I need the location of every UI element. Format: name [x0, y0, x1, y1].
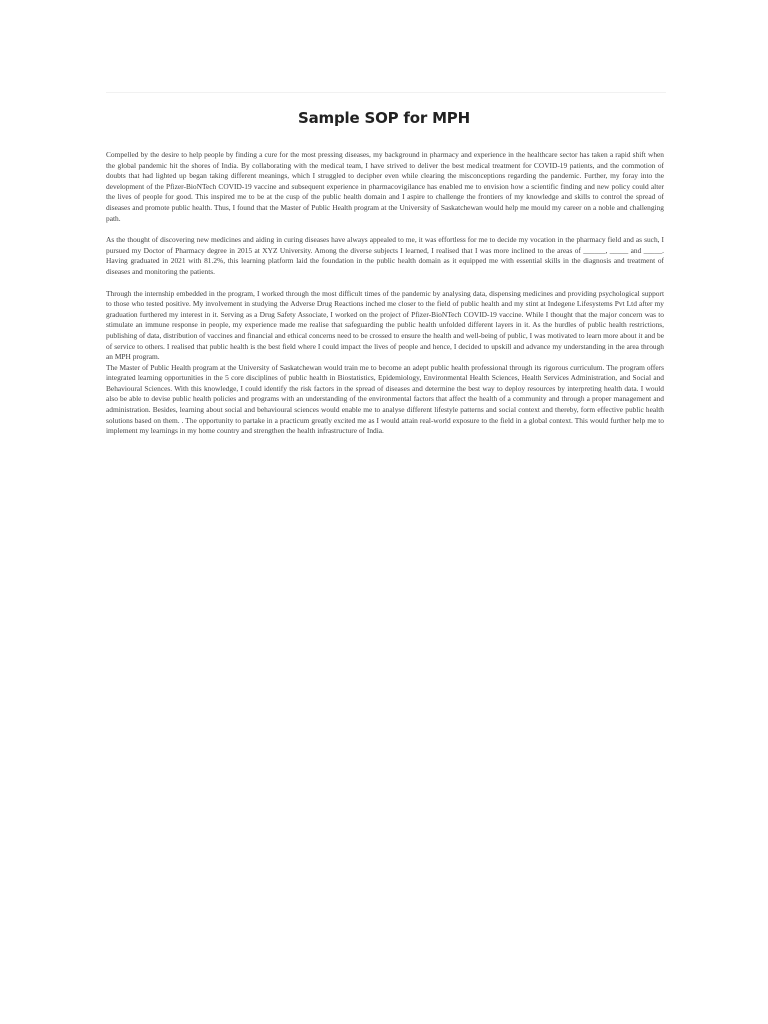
top-divider [106, 92, 666, 93]
paragraph-intro: Compelled by the desire to help people by finding a cure for the most pressing diseases, my background in pharmacy and experience in the healthcare sector has taken a rapid shift when the global pandemic hit the shores of India. By collaborating with the medical team, I have strived to deliver the best medical treatment for COVID-19 patients, and the commotion of doubts that had lighted up began taking different meanings, which I struggled to decipher even while clearing the misconceptions regarding the pandemic. Further, my foray into the development of the Pfizer-BioNTech COVID-19 vaccine and subsequent experience in pharmacovigilance has enabled me to envision how a scientific finding and new policy could alter the lives of people for good. This inspired me to be at the cusp of the public health domain and I aspire to challenge the frontiers of my knowledge and skills to control the spread of diseases and promote public health. Thus, I found that the Master of Public Health program at the University of Saskatchewan would help me mould my career on a noble and challenging path. [106, 150, 664, 223]
document-body [106, 150, 664, 437]
document-title: Sample SOP for MPH [298, 109, 470, 127]
paragraph-program: The Master of Public Health program at the University of Saskatchewan would train me to become an adept public health professional through its rigorous curriculum. The program offers integrated learning opportunities in the 5 core disciplines of public health in Biostatistics, Epidemiology, Environmental Health Sciences, Health Services Administration, and Social and Behavioural Sciences. With this knowledge, I could identify the risk factors in the spread of diseases and determine the best way to deploy resources by interpreting health data. I would also be able to devise public health policies and programs with an understanding of the environmental factors that affect the health of a community and through a proper management and administration. Besides, learning about social and behavioural sciences would enable me to analyse different lifestyle patterns and social context and thereby, form effective public health solutions based on them. . The opportunity to partake in a practicum greatly excited me as I would attain real-world exposure to the field in a global context. This would further help me to implement my learnings in my home country and strengthen the health infrastructure of India. [106, 362, 664, 436]
paragraph-education: As the thought of discovering new medicines and aiding in curing diseases have always appealed to me, it was effortless for me to decide my vocation in the pharmacy field and as such, I pursued my Doctor of Pharmacy degree in 2015 at XYZ University. Among the diverse subjects I learned, I realised that I was more inclined to the areas of ______, _____ and _____. Having graduated in 2021 with 81.2%, this learning platform laid the foundation in the public health domain as it equipped me with essential skills in the diagnosis and treatment of diseases and monitoring the patients. [106, 235, 664, 276]
paragraph-internship: Through the internship embedded in the program, I worked through the most difficult times of the pandemic by analysing data, dispensing medicines and providing psychological support to those who tested positive. My involvement in studying the Adverse Drug Reactions inched me closer to the field of public health and my stint at Indegene Lifesystems Pvt Ltd after my graduation furthered my interest in it. Serving as a Drug Safety Associate, I worked on the project of Pfizer-BioNTech COVID-19 vaccine. While I thought that the major concern was to stimulate an immune response in people, my experience made me realise that safeguarding the public health unfolded different layers in it. As the hurdles of public health restrictions, publishing of data, distribution of vaccines and financial and ethical concerns need to be crossed to ensure the health and well-being of public, I was motivated to learn more about it and be of service to others. I realised that public health is the best field where I could impact the lives of people and hence, I decided to upskill and advance my understanding in the area through an MPH program. [106, 288, 664, 362]
